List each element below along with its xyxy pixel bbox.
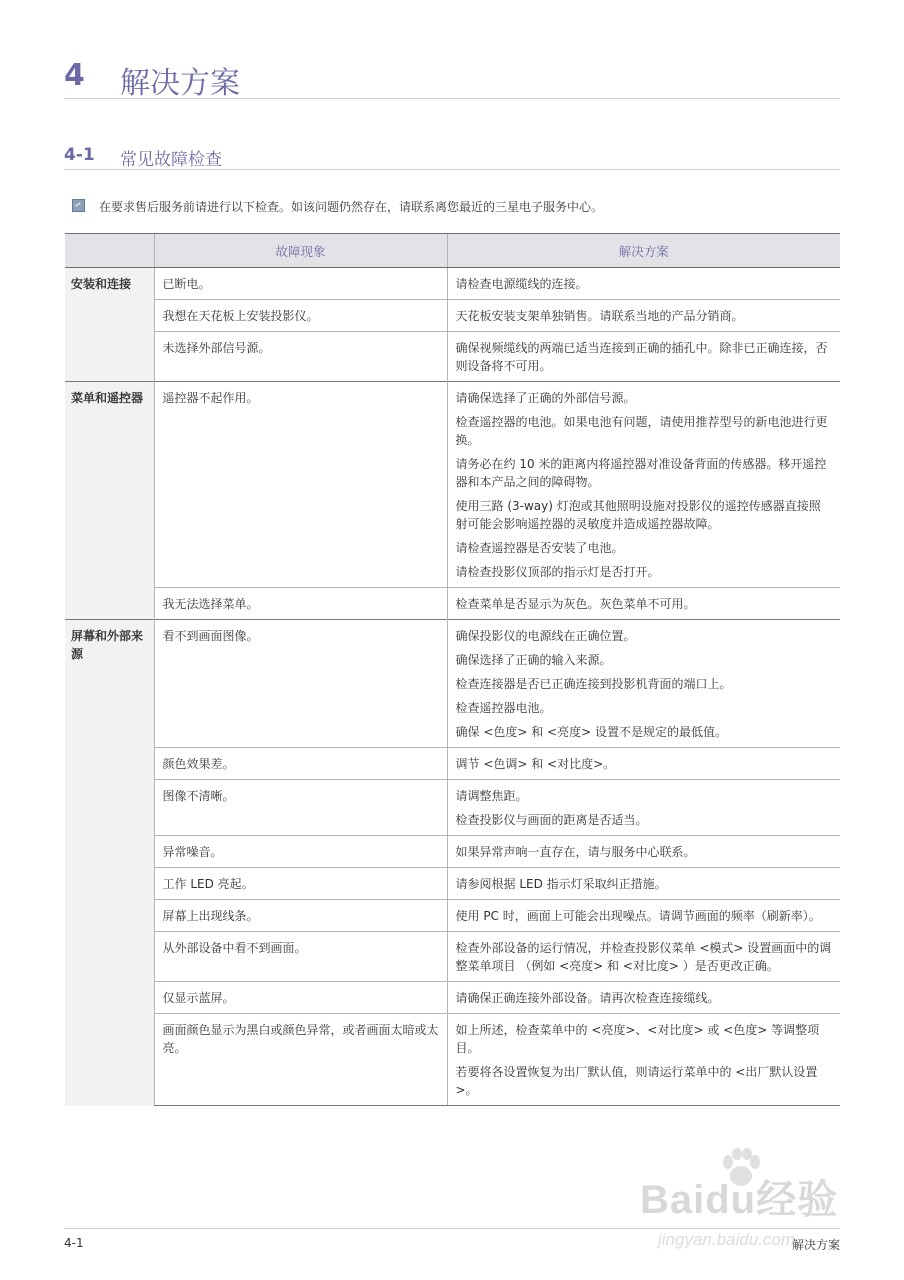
solution-text: 确保视频缆线的两端已适当连接到正确的插孔中。除非已正确连接，否则设备将不可用。 [455, 341, 828, 373]
solution-text: 若要将各设置恢复为出厂默认值，则请运行菜单中的 <出厂默认设置>。 [455, 1065, 818, 1097]
solution-text: 如果异常声响一直存在，请与服务中心联系。 [455, 845, 696, 859]
table-row [65, 382, 840, 588]
section-title: 常见故障检查 [120, 150, 222, 170]
solution-text: 检查菜单是否显示为灰色。灰色菜单不可用。 [455, 597, 696, 611]
table-row [65, 268, 840, 300]
solution-text: 检查遥控器的电池。如果电池有问题，请使用推荐型号的新电池进行更换。 [455, 415, 828, 447]
table-header-row [65, 234, 840, 268]
solution-text: 请调整焦距。 [455, 789, 528, 803]
table-row [65, 932, 840, 982]
category-cell: 屏幕和外部来源 [65, 620, 154, 1106]
solution-cell [447, 1014, 840, 1106]
solution-cell [447, 780, 840, 836]
solution-text: 确保投影仪的电源线在正确位置。 [455, 629, 636, 643]
table-row [65, 1014, 840, 1106]
table-row [65, 748, 840, 780]
symptom-cell: 仅显示蓝屏。 [154, 982, 447, 1014]
chapter-heading [64, 56, 840, 99]
solution-text: 请检查遥控器是否安装了电池。 [455, 541, 624, 555]
table-row [65, 982, 840, 1014]
solution-text: 使用三路 (3-way) 灯泡或其他照明设施对投影仪的遥控传感器直接照射可能会影响遥控器的灵敏度并造成遥控器故障。 [455, 499, 821, 531]
table-row [65, 900, 840, 932]
solution-text: 请确保正确连接外部设备。请再次检查连接缆线。 [455, 991, 720, 1005]
symptom-cell: 图像不清晰。 [154, 780, 447, 836]
symptom-cell: 我想在天花板上安装投影仪。 [154, 300, 447, 332]
solution-text: 确保 <色度> 和 <亮度> 设置不是规定的最低值。 [455, 725, 727, 739]
section-number: 4-1 [64, 145, 95, 165]
symptom-cell: 画面颜色显示为黑白或颜色异常，或者画面太暗或太亮。 [154, 1014, 447, 1106]
symptom-cell: 屏幕上出现线条。 [154, 900, 447, 932]
solution-text: 请检查电源缆线的连接。 [455, 277, 588, 291]
symptom-cell: 工作 LED 亮起。 [154, 868, 447, 900]
solution-cell [447, 900, 840, 932]
table-row [65, 332, 840, 382]
solution-text: 请确保选择了正确的外部信号源。 [455, 391, 636, 405]
solution-text: 检查连接器是否已正确连接到投影机背面的端口上。 [455, 677, 732, 691]
solution-cell [447, 932, 840, 982]
solution-text: 请参阅根据 LED 指示灯采取纠正措施。 [455, 877, 667, 891]
solution-text: 请检查投影仪顶部的指示灯是否打开。 [455, 565, 660, 579]
solution-cell [447, 982, 840, 1014]
table-row [65, 868, 840, 900]
table-row [65, 588, 840, 620]
note-icon [72, 199, 85, 212]
footer-chapter-title: 解决方案 [791, 1238, 840, 1252]
solution-text: 检查外部设备的运行情况，并检查投影仪菜单 <模式> 设置画面中的调整菜单项目 （例如 <亮度> 和 <对比度> ）是否更改正确。 [455, 941, 832, 973]
solution-cell [447, 268, 840, 300]
solution-cell [447, 300, 840, 332]
chapter-number: 4 [64, 58, 85, 93]
symptom-cell: 看不到画面图像。 [154, 620, 447, 748]
section-heading [64, 145, 840, 170]
solution-text: 如上所述，检查菜单中的 <亮度>、<对比度> 或 <色度> 等调整项目。 [455, 1023, 820, 1055]
symptom-cell: 已断电。 [154, 268, 447, 300]
symptom-cell: 我无法选择菜单。 [154, 588, 447, 620]
symptom-cell: 从外部设备中看不到画面。 [154, 932, 447, 982]
chapter-title: 解决方案 [120, 66, 240, 101]
symptom-cell: 未选择外部信号源。 [154, 332, 447, 382]
table-row [65, 836, 840, 868]
solution-cell [447, 836, 840, 868]
solution-text: 检查投影仪与画面的距离是否适当。 [455, 813, 648, 827]
solution-cell [447, 868, 840, 900]
table-row [65, 620, 840, 748]
header-symptom: 故障现象 [154, 234, 447, 268]
solution-text: 确保选择了正确的输入来源。 [455, 653, 612, 667]
table-row [65, 300, 840, 332]
solution-text: 使用 PC 时，画面上可能会出现噪点。请调节画面的频率（刷新率）。 [455, 909, 821, 923]
table-row [65, 780, 840, 836]
troubleshooting-table [65, 233, 840, 1106]
watermark-logo: Baidu经验 [640, 1178, 839, 1222]
header-solution: 解决方案 [447, 234, 840, 268]
category-cell: 安装和连接 [65, 268, 154, 382]
solution-cell [447, 748, 840, 780]
solution-cell [447, 332, 840, 382]
solution-cell [447, 588, 840, 620]
note-text: 在要求售后服务前请进行以下检查。如该问题仍然存在，请联系离您最近的三星电子服务中心。 [99, 200, 604, 214]
solution-text: 检查遥控器电池。 [455, 701, 552, 715]
solution-cell [447, 620, 840, 748]
note [72, 198, 832, 218]
solution-text: 调节 <色调> 和 <对比度>。 [455, 757, 616, 771]
category-cell: 菜单和遥控器 [65, 382, 154, 620]
symptom-cell: 遥控器不起作用。 [154, 382, 447, 588]
solution-cell [447, 382, 840, 588]
watermark-url: jingyan.baidu.com [658, 1230, 796, 1249]
solution-text: 请务必在约 10 米的距离内将遥控器对准设备背面的传感器。移开遥控器和本产品之间的障碍物。 [455, 457, 827, 489]
symptom-cell: 颜色效果差。 [154, 748, 447, 780]
solution-text: 天花板安装支架单独销售。请联系当地的产品分销商。 [455, 309, 744, 323]
footer-page-number: 4-1 [64, 1236, 84, 1250]
symptom-cell: 异常噪音。 [154, 836, 447, 868]
header-category [65, 234, 154, 268]
baidu-watermark [640, 1140, 850, 1270]
